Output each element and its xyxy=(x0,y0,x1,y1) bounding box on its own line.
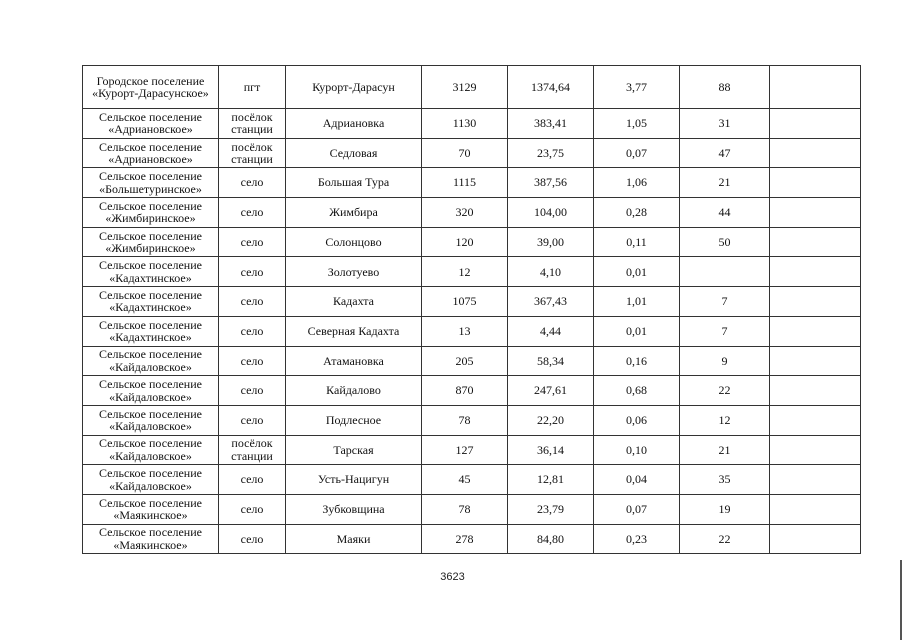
density-cell: 3,77 xyxy=(594,66,680,109)
number-cell: 21 xyxy=(680,435,770,465)
settlements-table xyxy=(82,65,861,554)
population-cell: 127 xyxy=(422,435,508,465)
extra-cell xyxy=(770,524,861,554)
extra-cell xyxy=(770,138,861,168)
municipality-cell: Сельское поселение «Кайдаловское» xyxy=(83,405,219,435)
table-body xyxy=(83,66,861,554)
municipality-cell: Сельское поселение «Кайдаловское» xyxy=(83,346,219,376)
population-cell: 13 xyxy=(422,316,508,346)
extra-cell xyxy=(770,465,861,495)
municipality-cell: Сельское поселение «Жимбиринское» xyxy=(83,198,219,228)
extra-cell xyxy=(770,168,861,198)
settlement-name-cell: Большая Тура xyxy=(286,168,422,198)
area-cell: 12,81 xyxy=(508,465,594,495)
population-cell: 1115 xyxy=(422,168,508,198)
extra-cell xyxy=(770,287,861,317)
density-cell: 0,06 xyxy=(594,405,680,435)
population-cell: 12 xyxy=(422,257,508,287)
density-cell: 0,07 xyxy=(594,494,680,524)
population-cell: 205 xyxy=(422,346,508,376)
density-cell: 0,23 xyxy=(594,524,680,554)
number-cell: 88 xyxy=(680,66,770,109)
municipality-cell: Сельское поселение «Маякинское» xyxy=(83,524,219,554)
extra-cell xyxy=(770,405,861,435)
table-row xyxy=(83,227,861,257)
population-cell: 70 xyxy=(422,138,508,168)
population-cell: 278 xyxy=(422,524,508,554)
table-row xyxy=(83,287,861,317)
extra-cell xyxy=(770,376,861,406)
municipality-cell: Сельское поселение «Кайдаловское» xyxy=(83,376,219,406)
density-cell: 0,07 xyxy=(594,138,680,168)
settlement-name-cell: Золотуево xyxy=(286,257,422,287)
settlement-name-cell: Тарская xyxy=(286,435,422,465)
population-cell: 78 xyxy=(422,405,508,435)
number-cell: 22 xyxy=(680,376,770,406)
population-cell: 3129 xyxy=(422,66,508,109)
table-row xyxy=(83,405,861,435)
area-cell: 4,10 xyxy=(508,257,594,287)
extra-cell xyxy=(770,109,861,139)
settlement-type-cell: посёлок станции xyxy=(219,109,286,139)
density-cell: 1,01 xyxy=(594,287,680,317)
settlement-name-cell: Адриановка xyxy=(286,109,422,139)
area-cell: 4,44 xyxy=(508,316,594,346)
density-cell: 0,28 xyxy=(594,198,680,228)
table-row xyxy=(83,346,861,376)
settlement-type-cell: село xyxy=(219,494,286,524)
area-cell: 367,43 xyxy=(508,287,594,317)
area-cell: 387,56 xyxy=(508,168,594,198)
settlement-type-cell: село xyxy=(219,524,286,554)
settlement-name-cell: Северная Кадахта xyxy=(286,316,422,346)
number-cell: 21 xyxy=(680,168,770,198)
area-cell: 22,20 xyxy=(508,405,594,435)
density-cell: 1,06 xyxy=(594,168,680,198)
settlement-type-cell: посёлок станции xyxy=(219,435,286,465)
extra-cell xyxy=(770,346,861,376)
extra-cell xyxy=(770,227,861,257)
table-row xyxy=(83,376,861,406)
settlement-name-cell: Усть-Нацигун xyxy=(286,465,422,495)
settlement-name-cell: Кадахта xyxy=(286,287,422,317)
extra-cell xyxy=(770,198,861,228)
number-cell: 12 xyxy=(680,405,770,435)
area-cell: 247,61 xyxy=(508,376,594,406)
settlement-type-cell: пгт xyxy=(219,66,286,109)
population-cell: 1130 xyxy=(422,109,508,139)
table-row xyxy=(83,168,861,198)
settlement-name-cell: Солонцово xyxy=(286,227,422,257)
settlement-name-cell: Маяки xyxy=(286,524,422,554)
number-cell: 7 xyxy=(680,316,770,346)
municipality-cell: Сельское поселение «Кадахтинское» xyxy=(83,257,219,287)
density-cell: 0,68 xyxy=(594,376,680,406)
municipality-cell: Сельское поселение «Адриановское» xyxy=(83,138,219,168)
table-row xyxy=(83,66,861,109)
area-cell: 58,34 xyxy=(508,346,594,376)
area-cell: 383,41 xyxy=(508,109,594,139)
density-cell: 0,01 xyxy=(594,257,680,287)
settlement-type-cell: село xyxy=(219,405,286,435)
density-cell: 0,04 xyxy=(594,465,680,495)
number-cell: 31 xyxy=(680,109,770,139)
municipality-cell: Сельское поселение «Кайдаловское» xyxy=(83,435,219,465)
area-cell: 36,14 xyxy=(508,435,594,465)
settlement-type-cell: село xyxy=(219,168,286,198)
extra-cell xyxy=(770,494,861,524)
number-cell: 7 xyxy=(680,287,770,317)
page-edge-line xyxy=(900,560,902,640)
settlement-name-cell: Подлесное xyxy=(286,405,422,435)
area-cell: 84,80 xyxy=(508,524,594,554)
extra-cell xyxy=(770,66,861,109)
settlement-type-cell: село xyxy=(219,287,286,317)
table-row xyxy=(83,198,861,228)
municipality-cell: Сельское поселение «Кадахтинское» xyxy=(83,316,219,346)
density-cell: 0,11 xyxy=(594,227,680,257)
municipality-cell: Сельское поселение «Адриановское» xyxy=(83,109,219,139)
settlement-type-cell: село xyxy=(219,198,286,228)
settlement-type-cell: село xyxy=(219,346,286,376)
density-cell: 0,10 xyxy=(594,435,680,465)
density-cell: 0,16 xyxy=(594,346,680,376)
settlement-name-cell: Кайдалово xyxy=(286,376,422,406)
population-cell: 1075 xyxy=(422,287,508,317)
settlement-name-cell: Атамановка xyxy=(286,346,422,376)
population-cell: 320 xyxy=(422,198,508,228)
settlement-type-cell: село xyxy=(219,465,286,495)
settlement-type-cell: село xyxy=(219,257,286,287)
table-row xyxy=(83,316,861,346)
table-row xyxy=(83,109,861,139)
area-cell: 1374,64 xyxy=(508,66,594,109)
population-cell: 120 xyxy=(422,227,508,257)
table-row xyxy=(83,465,861,495)
number-cell: 44 xyxy=(680,198,770,228)
population-cell: 870 xyxy=(422,376,508,406)
density-cell: 0,01 xyxy=(594,316,680,346)
number-cell: 50 xyxy=(680,227,770,257)
number-cell: 9 xyxy=(680,346,770,376)
area-cell: 23,75 xyxy=(508,138,594,168)
population-cell: 78 xyxy=(422,494,508,524)
municipality-cell: Городское поселение «Курорт-Дарасунское» xyxy=(83,66,219,109)
settlement-name-cell: Курорт-Дарасун xyxy=(286,66,422,109)
page-number: 3623 xyxy=(440,571,465,583)
population-cell: 45 xyxy=(422,465,508,495)
settlement-type-cell: село xyxy=(219,376,286,406)
municipality-cell: Сельское поселение «Кайдаловское» xyxy=(83,465,219,495)
municipality-cell: Сельское поселение «Большетуринское» xyxy=(83,168,219,198)
area-cell: 104,00 xyxy=(508,198,594,228)
extra-cell xyxy=(770,316,861,346)
table-row xyxy=(83,257,861,287)
municipality-cell: Сельское поселение «Жимбиринское» xyxy=(83,227,219,257)
table-row xyxy=(83,524,861,554)
density-cell: 1,05 xyxy=(594,109,680,139)
table-row xyxy=(83,494,861,524)
number-cell: 22 xyxy=(680,524,770,554)
number-cell: 47 xyxy=(680,138,770,168)
municipality-cell: Сельское поселение «Кадахтинское» xyxy=(83,287,219,317)
settlement-name-cell: Седловая xyxy=(286,138,422,168)
settlement-name-cell: Зубковщина xyxy=(286,494,422,524)
extra-cell xyxy=(770,257,861,287)
extra-cell xyxy=(770,435,861,465)
number-cell xyxy=(680,257,770,287)
settlement-type-cell: село xyxy=(219,227,286,257)
number-cell: 19 xyxy=(680,494,770,524)
table-row xyxy=(83,138,861,168)
municipality-cell: Сельское поселение «Маякинское» xyxy=(83,494,219,524)
settlement-type-cell: посёлок станции xyxy=(219,138,286,168)
table-row xyxy=(83,435,861,465)
settlement-name-cell: Жимбира xyxy=(286,198,422,228)
area-cell: 23,79 xyxy=(508,494,594,524)
settlement-type-cell: село xyxy=(219,316,286,346)
number-cell: 35 xyxy=(680,465,770,495)
area-cell: 39,00 xyxy=(508,227,594,257)
